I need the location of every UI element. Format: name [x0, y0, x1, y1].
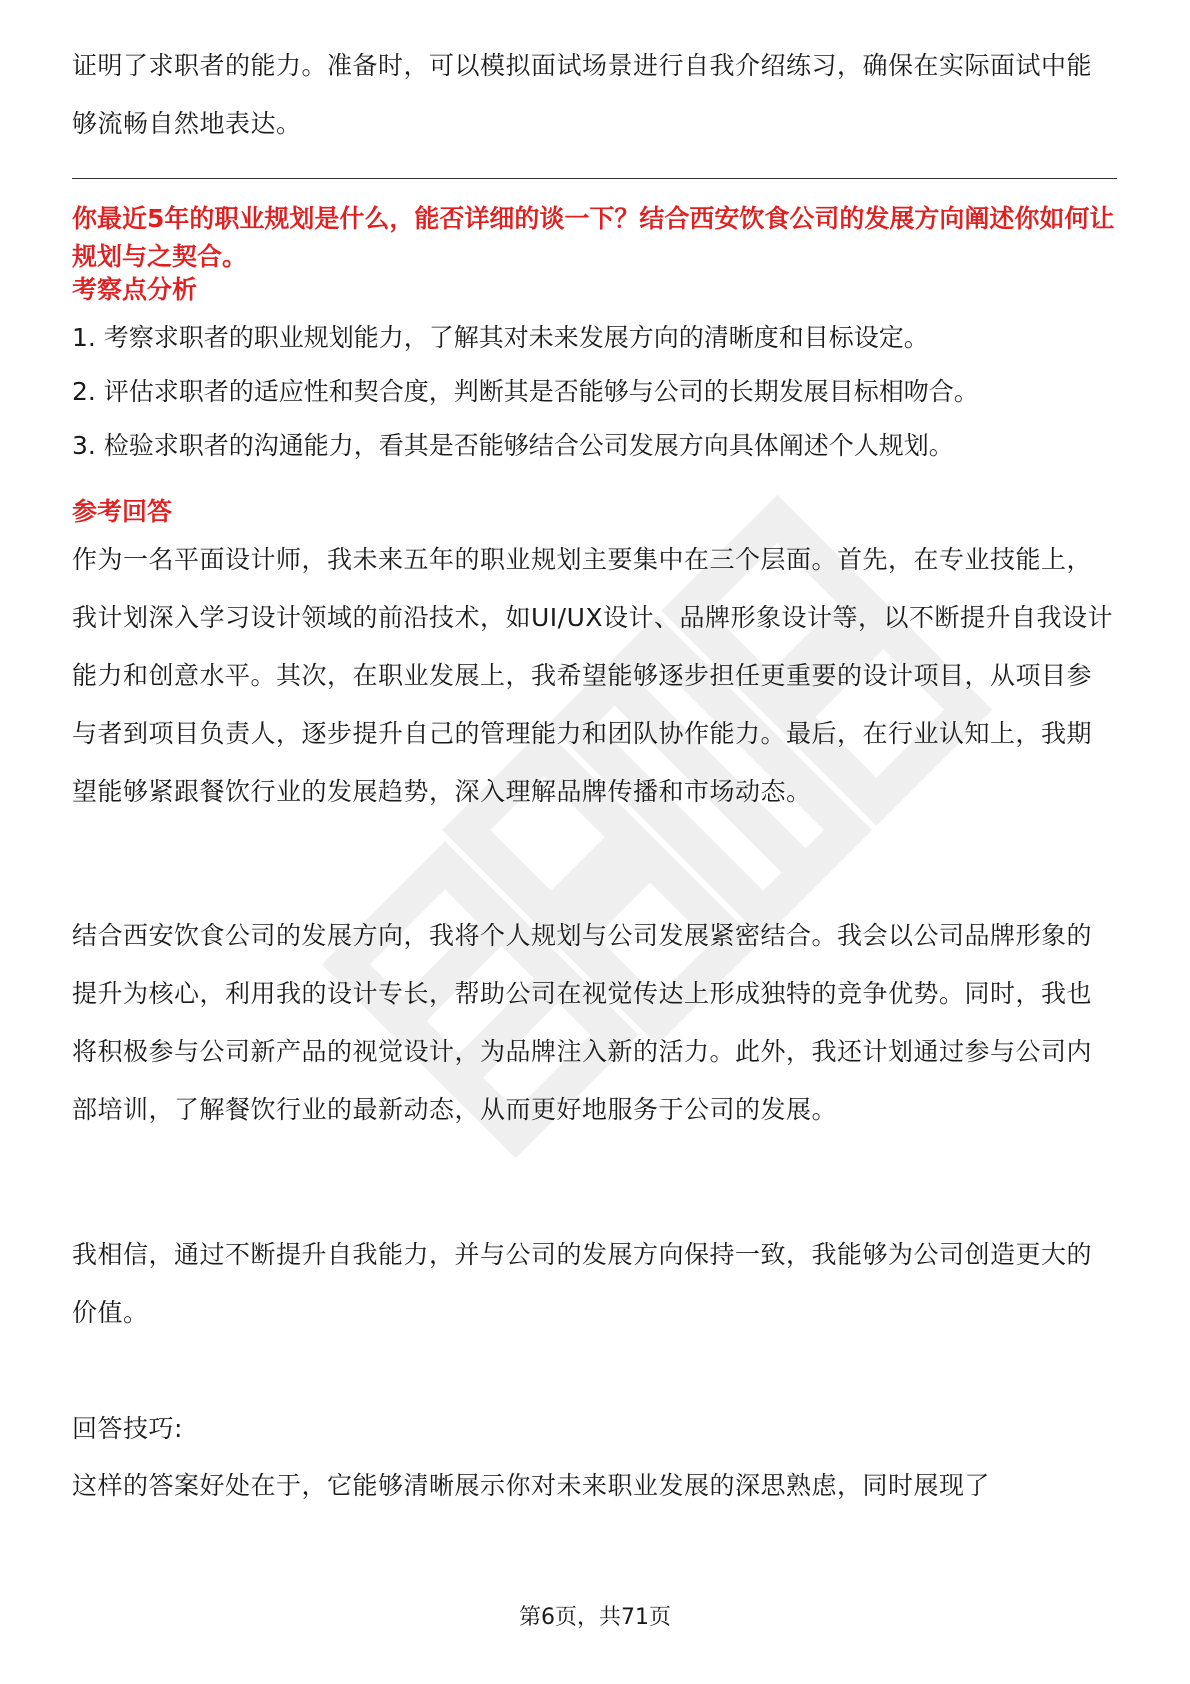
answer-paragraph-2: 结合西安饮食公司的发展方向，我将个人规划与公司发展紧密结合。我会以公司品牌形象的提升为核心，利用我的设计专长，帮助公司在视觉传达上形成独特的竞争优势。同时，我也将积极参与公司新产品的视觉设计，为品牌注入新的活力。此外，我还计划通过参与公司内部培训，了解餐饮行业的最新动态，从而更好地服务于公司的发展。: [72, 921, 1093, 1124]
interview-question: 你最近5年的职业规划是什么，能否详细的谈一下？结合西安饮食公司的发展方向阐述你如何让规划与之契合。: [72, 204, 1115, 271]
answer-paragraph-1: 作为一名平面设计师，我未来五年的职业规划主要集中在三个层面。首先，在专业技能上，我计划深入学习设计领域的前沿技术，如UI/UX设计、品牌形象设计等，以不断提升自我设计能力和创意水平。其次，在职业发展上，我希望能够逐步担任更重要的设计项目，从项目参与者到项目负责人，逐步提升自己的管理能力和团队协作能力。最后，在行业认知上，我期望能够紧跟餐饮行业的发展趋势，深入理解品牌传播和市场动态。: [72, 545, 1114, 806]
intro-paragraph: 证明了求职者的能力。准备时，可以模拟面试场景进行自我介绍练习，确保在实际面试中能够流畅自然地表达。: [72, 51, 1093, 138]
page-number: 第6页，共71页: [519, 1605, 671, 1630]
tips-title: 回答技巧:: [72, 1414, 183, 1443]
analysis-item-1: 1. 考察求职者的职业规划能力，了解其对未来发展方向的清晰度和目标设定。: [72, 323, 929, 352]
analysis-title: 考察点分析: [72, 275, 198, 304]
answer-title: 参考回答: [72, 497, 173, 526]
analysis-item-3: 3. 检验求职者的沟通能力，看其是否能够结合公司发展方向具体阐述个人规划。: [72, 431, 954, 460]
section-divider: [72, 178, 1117, 179]
tips-paragraph: 这样的答案好处在于，它能够清晰展示你对未来职业发展的深思熟虑，同时展现了: [72, 1471, 991, 1500]
analysis-item-2: 2. 评估求职者的适应性和契合度，判断其是否能够与公司的长期发展目标相吻合。: [72, 377, 979, 406]
answer-paragraph-3: 我相信，通过不断提升自我能力，并与公司的发展方向保持一致，我能够为公司创造更大的价值。: [72, 1240, 1093, 1327]
